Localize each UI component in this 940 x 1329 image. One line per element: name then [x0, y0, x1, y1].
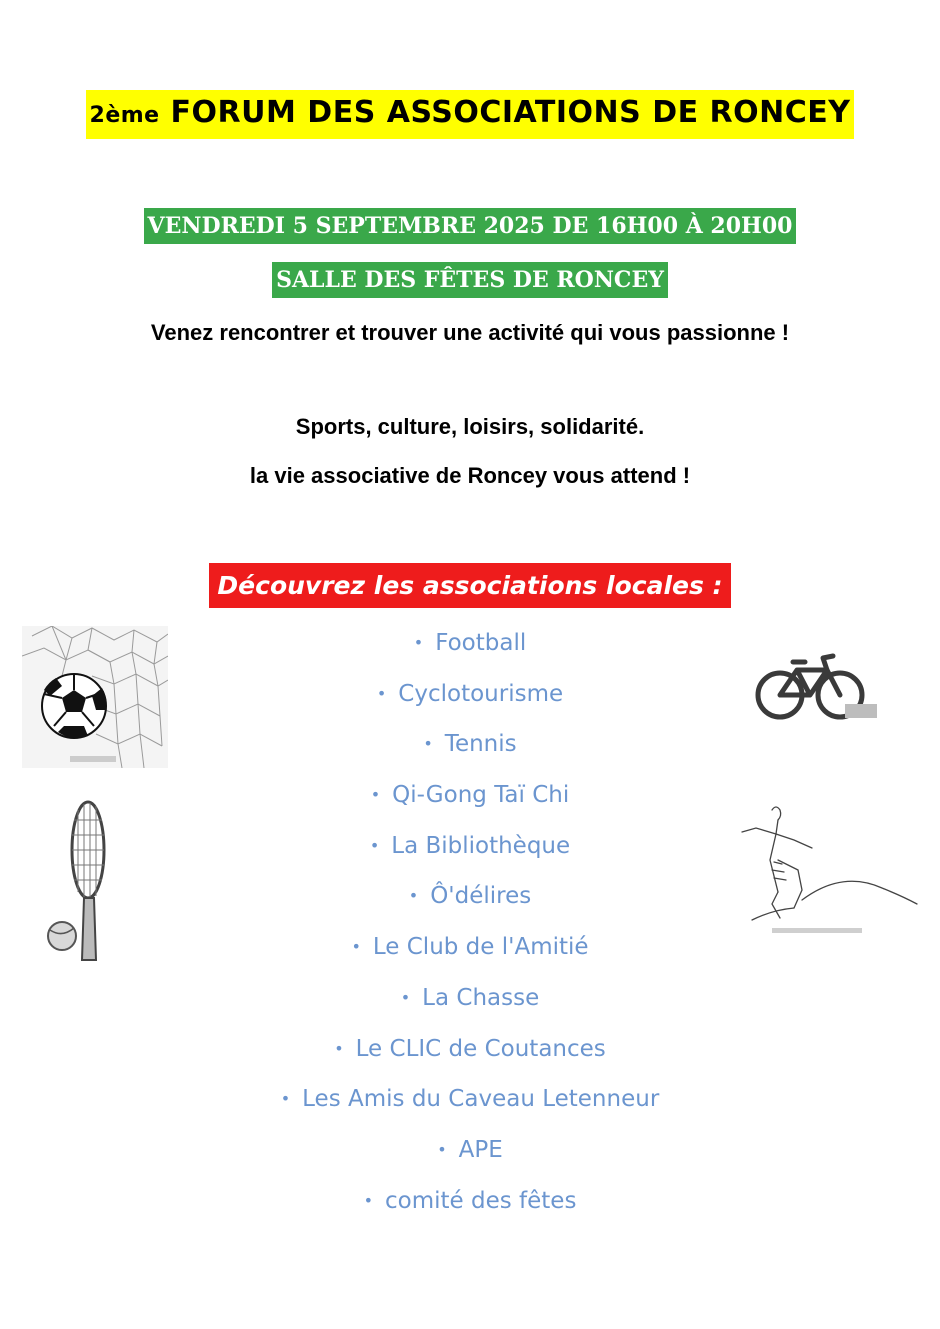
list-item — [0, 1074, 940, 1125]
bullet-icon: • — [363, 1190, 373, 1210]
list-item-label: La Bibliothèque — [391, 832, 571, 859]
title-row — [0, 90, 940, 139]
associations-heading: Découvrez les associations locales : — [209, 563, 730, 608]
intro-line-1: Venez rencontrer et trouver une activité qui vous passionne ! — [150, 320, 790, 345]
list-item-label: APE — [458, 1136, 503, 1163]
list-item — [0, 1024, 940, 1075]
associations-heading-row — [0, 563, 940, 608]
bullet-icon: • — [334, 1038, 344, 1058]
watermark-caption — [70, 756, 116, 762]
tai-chi-figure-icon — [732, 800, 922, 940]
bullet-icon: • — [376, 683, 387, 703]
bullet-icon: • — [413, 633, 424, 652]
bullet-icon: • — [351, 937, 361, 957]
bullet-icon: • — [408, 886, 419, 906]
list-item-label: Ô'délires — [430, 883, 532, 910]
list-item-label: Qi-Gong Taï Chi — [392, 782, 570, 809]
list-item-label: comité des fêtes — [385, 1187, 577, 1214]
intro-line-2: Sports, culture, loisirs, solidarité. — [295, 414, 645, 439]
list-item-label: Tennis — [444, 731, 517, 758]
page-title — [86, 90, 855, 139]
title-ordinal: 2ème — [89, 103, 160, 128]
list-item-label: Les Amis du Caveau Letenneur — [302, 1086, 660, 1113]
list-item-label: La Chasse — [422, 984, 540, 1011]
bullet-icon: • — [437, 1139, 447, 1159]
list-item — [0, 973, 940, 1024]
watermark-caption — [772, 928, 862, 933]
bullet-icon: • — [400, 987, 411, 1007]
date-row — [0, 208, 940, 244]
list-item-label: Le CLIC de Coutances — [355, 1035, 606, 1062]
title-text: FORUM DES ASSOCIATIONS DE RONCEY — [170, 95, 851, 130]
soccer-ball-icon — [22, 626, 168, 768]
tennis-racket-icon — [40, 800, 125, 965]
bullet-icon: • — [369, 835, 380, 855]
event-date: VENDREDI 5 SEPTEMBRE 2025 DE 16H00 À 20H00 — [144, 208, 797, 244]
list-item-label: Le Club de l'Amitié — [372, 934, 589, 961]
venue-row — [0, 262, 940, 298]
bicycle-icon — [735, 640, 880, 735]
bullet-icon: • — [423, 734, 433, 754]
list-item-label: Football — [435, 630, 527, 656]
list-item — [0, 1125, 940, 1176]
intro-line-3: la vie associative de Roncey vous attend ! — [249, 463, 691, 488]
bullet-icon: • — [370, 785, 381, 805]
list-item — [0, 1176, 940, 1227]
list-item-label: Cyclotourisme — [398, 680, 564, 707]
event-venue: SALLE DES FÊTES DE RONCEY — [272, 262, 668, 298]
bullet-icon: • — [280, 1089, 291, 1109]
